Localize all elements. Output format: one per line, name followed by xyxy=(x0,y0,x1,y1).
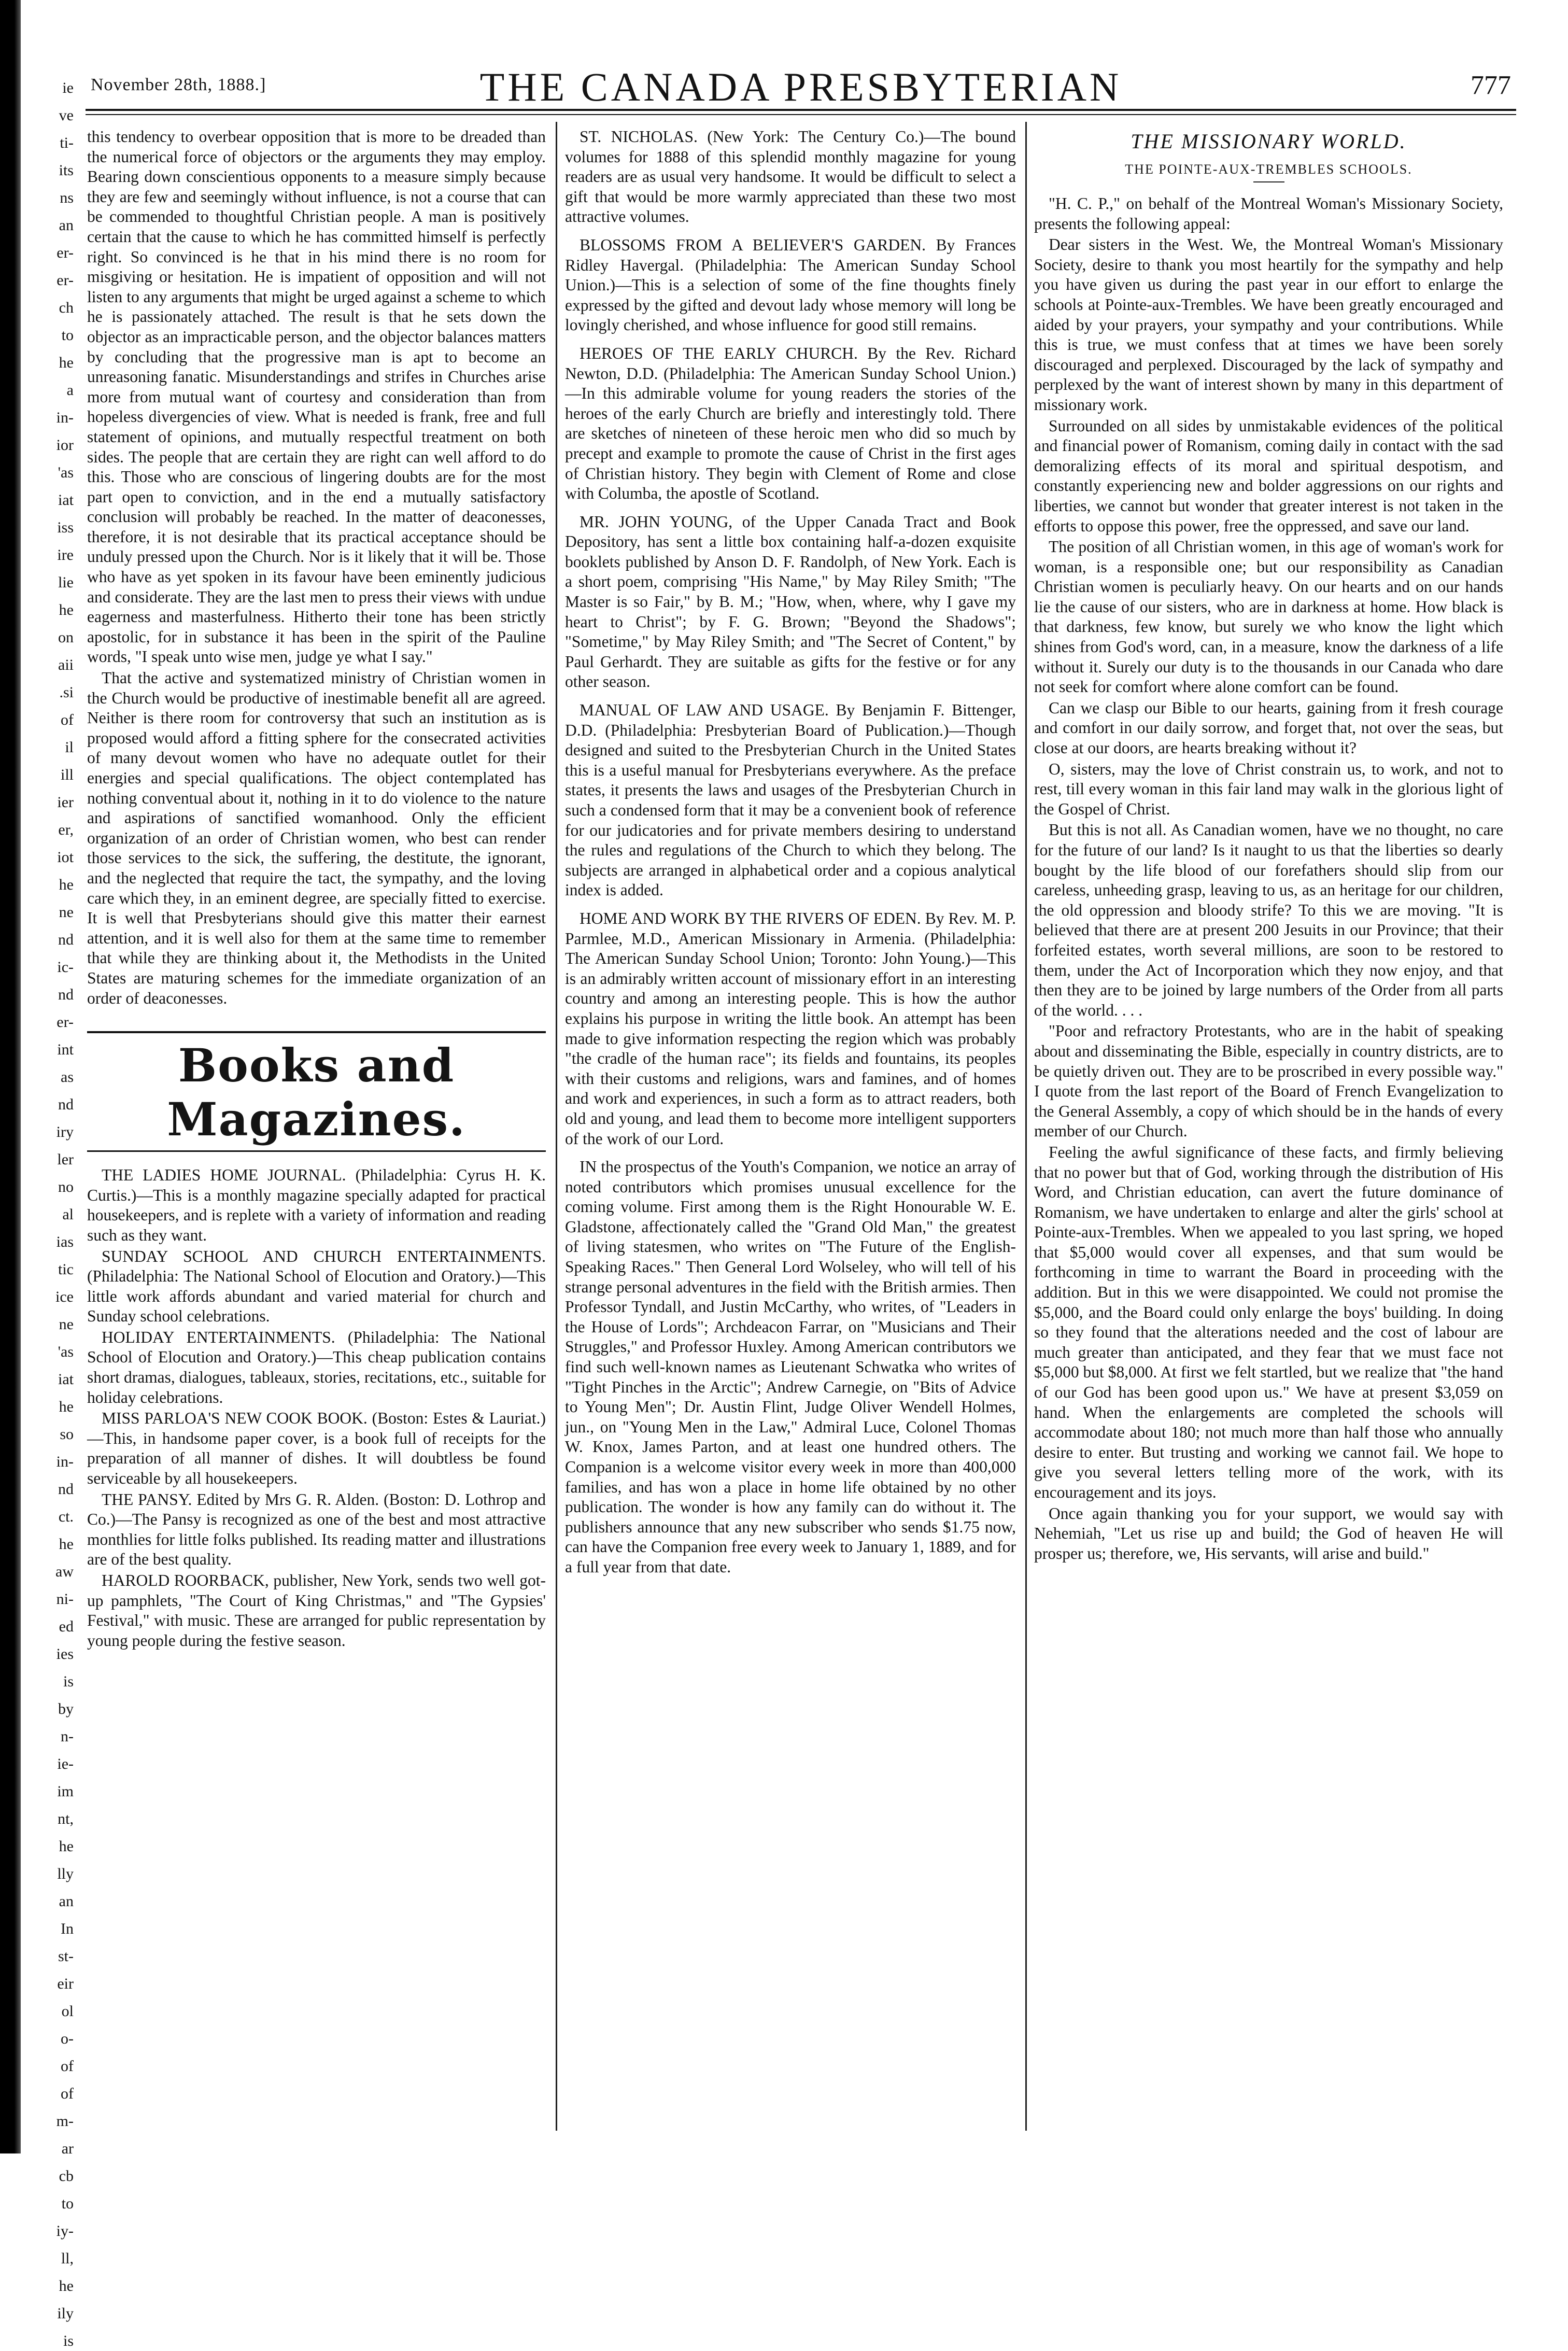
article-paragraph: "H. C. P.," on behalf of the Montreal Woman's Missionary Society, presents the following appeal: xyxy=(1034,194,1503,233)
margin-fragment: tic xyxy=(58,1261,74,1278)
margin-fragment: 'as xyxy=(58,464,74,481)
column-divider xyxy=(556,122,557,2131)
margin-fragment: ne xyxy=(59,904,74,921)
margin-fragment: er, xyxy=(58,821,74,838)
margin-fragment: he xyxy=(59,1838,74,1855)
margin-fragment: nd xyxy=(58,1096,74,1113)
margin-fragment: .si xyxy=(59,684,74,701)
book-notice: HOME AND WORK BY THE RIVERS OF EDEN. By Rev. M. P. Parmlee, M.D., American Missionary in Armenia. (Philadelphia: The American Sunday School Union; Toronto: John Young.)—This is an admirably written account of missionary effort in an interesting country and among an interesting people. This is how the author explains his purpose in writing the little book. An attempt has been made to give information respecting the region which was probably "the cradle of the human race"; its fields and fountains, its peoples with their customs and religions, wars and famines, and of homes and work and experiences, in such a form as to attract readers, both old and young, and lead them to become more intelligent supporters of the work of our Lord. xyxy=(565,909,1016,1148)
column-2 xyxy=(565,127,1016,2133)
book-notice: MANUAL OF LAW AND USAGE. By Benjamin F. Bittenger, D.D. (Philadelphia: Presbyterian Board of Publication.)—Though designed and suited to the Presbyterian Church in the United States this is a useful manual for Presbyterians everywhere. As the preface states, it presents the laws and usages of the Presbyterian Church in such a condensed form that it may be a convenient book of reference for our judicatories and for private members desiring to understand the rules and regulations of the Church to which they belong. The subjects are arranged in alphabetical order and a copious analytical index is added. xyxy=(565,701,1016,899)
page-header xyxy=(86,54,1516,111)
margin-fragment: lly xyxy=(57,1865,74,1882)
article-paragraph: this tendency to overbear opposition that is more to be dreaded than the numerical force of objectors or the arguments they may employ. Bearing down conscientious opponents to a measure simply because they are few and seemingly without influence, is not a course that can be commended to thoughtful Christian people. A man is positively certain that the cause to which he has committed himself is perfectly right. So convinced is he that in his mind there is no room for misgiving or hesitation. He is impatient of opposition and will not listen to any arguments that might be urged against a scheme to which he is passionately attached. The result is that he sets down the objector as an impracticable person, and the objector balances matters by concluding that the progressive man is apt to become an unreasoning fanatic. Misunderstandings and strifes in Churches arise more from mutual want of courtesy and consideration than from hopeless divergencies of view. What is needed is frank, free and full statement of opinions, and mutually respectful treatment on both sides. The people that are certain they are right can well afford to do this. Those who are conscious of lingering doubts are for the most part open to conviction, and in the end a mutually satisfactory conclusion will probably be reached. In the matter of deaconesses, therefore, it is not desirable that its practical acceptance should be unduly pressed upon the Church. Nor is it likely that it will be. Those who have as yet spoken in its favour have been eminently judicious and considerate. They are the last men to press their views with undue eagerness and masterfulness. Hitherto their tone has been strictly apostolic, for in substance it has been in the spirit of the Pauline words, "I speak unto wise men, judge ye what I say." xyxy=(87,128,546,666)
margin-fragment: an xyxy=(59,217,74,234)
book-notice: MR. JOHN YOUNG, of the Upper Canada Tract and Book Depository, has sent a little box containing half-a-dozen exquisite booklets published by Anson D. F. Randolph, of New York. Each is a short poem, comprising "His Name," by May Riley Smith; "The Master is so Fair," by B. M.; "How, when, where, why I gave my heart to Christ"; by F. G. Brown; "Beyond the Shadows"; "Sometime," by May Riley Smith; and "The Secret of Content," by Paul Gerhardt. They are suitable as gifts for the festive or for any other season. xyxy=(565,512,1016,691)
book-notice: HEROES OF THE EARLY CHURCH. By the Rev. Richard Newton, D.D. (Philadelphia: The American Sunday School Union.)—In this admirable volume for young readers the stories of the heroes of the early Church are briefly and interestingly told. There are sketches of nineteen of these heroic men who did so much by precept and example to promote the cause of Christ in the first ages of Christian history. They begin with Clement of Rome and close with Columba, the apostle of Scotland. xyxy=(565,344,1016,503)
margin-fragment: lie xyxy=(58,574,74,591)
margin-fragment: ne xyxy=(59,1316,74,1333)
margin-fragment: ni- xyxy=(56,1590,74,1608)
margin-fragment: ns xyxy=(60,189,74,206)
book-notice: ST. NICHOLAS. (New York: The Century Co.)—The bound volumes for 1888 of this splendid monthly magazine for young readers are as usual very handsome. It would be difficult to select a gift that would be more warmly appreciated than these two most attractive volumes. xyxy=(565,128,1016,226)
section-title: THE MISSIONARY WORLD. xyxy=(1131,130,1407,153)
article-paragraph: The position of all Christian women, in this age of woman's work for woman, is a responsible one; but our responsibility as Canadian Christian women is peculiarly heavy. On our hearts and on our hands lie the cause of our sisters, who are in darkness at home. How black is that darkness, few know, but surely we who know the light which shines from God's word, can, in a measure, know the darkness of a life without it. Surely our duty is to the thousands in our Canada who dare not seek for comfort where alone comfort can be found. xyxy=(1034,538,1503,696)
margin-fragment: ol xyxy=(61,2003,74,2020)
issue-date: November 28th, 1888.] xyxy=(91,75,266,94)
margin-fragment: he xyxy=(59,354,74,371)
book-notice: MISS PARLOA'S NEW COOK BOOK. (Boston: Estes & Lauriat.)—This, in handsome paper cover, is a book full of receipts for the preparation of all manner of dishes. It will doubtless be found serviceable by all housekeepers. xyxy=(87,1409,546,1488)
margin-fragment: nd xyxy=(58,1481,74,1498)
margin-fragment: in- xyxy=(56,409,74,426)
margin-fragment: its xyxy=(59,162,74,179)
margin-fragment: al xyxy=(62,1206,74,1223)
margin-fragment: so xyxy=(60,1426,74,1443)
margin-fragment: il xyxy=(65,739,74,756)
margin-fragment: is xyxy=(63,1673,74,1690)
book-notice: BLOSSOMS FROM A BELIEVER'S GARDEN. By Frances Ridley Havergal. (Philadelphia: The American Sunday School Union.)—This is a selection of some of the fine thoughts finely expressed by the gifted and devout lady whose memory will long be lovingly cherished, and whose influence for good still remains. xyxy=(565,235,1016,334)
margin-fragment: ily xyxy=(57,2305,74,2322)
margin-fragment: er- xyxy=(56,1013,74,1031)
margin-fragment: to xyxy=(61,327,74,344)
margin-fragment: iat xyxy=(58,491,74,509)
binding-edge xyxy=(0,0,21,2153)
margin-fragment: iat xyxy=(58,1371,74,1388)
subtitle-rule xyxy=(1253,181,1284,182)
book-notice: THE LADIES HOME JOURNAL. (Philadelphia: Cyrus H. K. Curtis.)—This is a monthly magazine specially adapted for practical housekeepers, and is replete with a variety of information and reading such as they want. xyxy=(87,1166,546,1244)
book-notice: HOLIDAY ENTERTAINMENTS. (Philadelphia: The National School of Elocution and Oratory.)—This cheap publication contains short dramas, dialogues, tableaux, stories, recitations, etc., suitable for holiday celebrations. xyxy=(87,1328,546,1406)
column-divider xyxy=(1025,122,1027,2131)
margin-fragment: to xyxy=(61,2195,74,2212)
margin-fragment: 'as xyxy=(58,1343,74,1360)
section-subtitle: THE POINTE-AUX-TREMBLES SCHOOLS. xyxy=(1125,162,1412,177)
margin-fragment: is xyxy=(63,2332,74,2349)
margin-fragment: ed xyxy=(59,1618,74,1635)
header-rule-thin xyxy=(86,114,1516,115)
margin-fragment: as xyxy=(61,1068,74,1086)
margin-fragment: n- xyxy=(61,1728,74,1745)
book-notice: THE PANSY. Edited by Mrs G. R. Alden. (Boston: D. Lothrop and Co.)—The Pansy is recognized as one of the best and most attractive monthlies for little folks published. Its reading matter and illustrations are of the best quality. xyxy=(87,1490,546,1569)
margin-fragment: of xyxy=(61,711,74,728)
margin-fragment: he xyxy=(59,1398,74,1415)
margin-fragment: ill xyxy=(60,766,74,783)
article-paragraph: O, sisters, may the love of Christ constrain us, to work, and not to rest, till every woman in this fair land may walk in the glorious light of the Gospel of Christ. xyxy=(1034,759,1503,818)
article-paragraph: But this is not all. As Canadian women, have we no thought, no care for the future of our land? Is it naught to us that the liberties so dearly bought by the life blood of our forefathers should slip from our careless, unheeding grasp, leaving to us, as an heritage for our children, the old oppression and bloody strife? To this we are moving. "It is believed that there are at present 200 Jesuits in our Province; that their forfeited estates, worth several millions, are soon to be restored to them, under the Act of Incorporation which they now enjoy, and that then they are to be joined by large numbers of the Order from all parts of the world. . . . xyxy=(1034,821,1503,1019)
margin-fragment: by xyxy=(58,1700,74,1718)
margin-fragment: ias xyxy=(56,1233,74,1250)
column-3 xyxy=(1034,127,1503,2133)
margin-fragment: nt, xyxy=(58,1810,74,1827)
margin-fragment: ire xyxy=(57,546,74,564)
article-paragraph: Feeling the awful significance of these facts, and firmly believing that no power but that of God, working through the distribution of His Word, and Christian education, can avert the future dominance of Romanism, we have undertaken to enlarge and alter the girls' school at Pointe-aux-Trembles. When we appealed to you last spring, we hoped that $5,000 would cover all expenses, and that sum would be forthcoming in time to warrant the Board in proceeding with the addition. But in this we were disappointed. We could not promise the $5,000, and the Board could only enlarge the boys' building. In doing so they found that the alterations needed and the cost of labour are much greater than anticipated, and they fear that we must face not $5,000 but $8,000. At first we felt startled, but we realize that "the hand of our God has been good upon us." We have at present $3,059 on hand. When the enlargements are completed the schools will accommodate about 180; not much more than half those who annually desire to enter. But trusting and working we cannot fail. We hope to give you several letters telling more of the work, with its encouragement and its joys. xyxy=(1034,1143,1503,1501)
adjacent-page-margin-fragments xyxy=(21,78,78,2349)
margin-fragment: in- xyxy=(56,1453,74,1470)
margin-fragment: an xyxy=(59,1893,74,1910)
column-1 xyxy=(87,127,546,2133)
margin-fragment: ar xyxy=(61,2140,74,2157)
margin-fragment: ice xyxy=(55,1288,74,1305)
margin-fragment: ve xyxy=(59,107,74,124)
section-heading: Books and Magazines. xyxy=(167,1038,466,1147)
book-notice: SUNDAY SCHOOL AND CHURCH ENTERTAINMENTS. (Philadelphia: The National School of Elocution and Oratory.)—This little work affords abundant and varied material for church and Sunday school celebrations. xyxy=(87,1247,546,1326)
margin-fragment: er- xyxy=(56,272,74,289)
margin-fragment: aw xyxy=(55,1563,74,1580)
margin-fragment: ct. xyxy=(58,1508,74,1525)
section-heading-box xyxy=(87,1031,546,1152)
margin-fragment: In xyxy=(61,1920,74,1937)
margin-fragment: er- xyxy=(56,244,74,261)
margin-fragment: ier xyxy=(57,794,74,811)
margin-fragment: int xyxy=(57,1041,74,1058)
header-rule xyxy=(86,109,1516,111)
margin-fragment: iry xyxy=(56,1123,74,1141)
margin-fragment: ie- xyxy=(57,1755,74,1772)
margin-fragment: st- xyxy=(58,1948,74,1965)
book-notice: IN the prospectus of the Youth's Companion, we notice an array of noted contributors which promises unusual excellence for the coming volume. First among them is the Right Honourable W. E. Gladstone, affectionately called the "Grand Old Man," the greatest of living statesmen, who writes on "The Future of the English-Speaking Races." Then General Lord Wolseley, who will tell of his strange personal adventures in the field with the British armies. Then Professor Tyndall, and Justin McCarthy, who writes, of "Leaders in the House of Lords"; Archdeacon Farrar, on "Musicians and Their Struggles," and Professor Huxley. Among American contributors we find such well-known names as Lieutenant Schwatka who writes of "Tight Pinches in the Arctic"; Andrew Carnegie, on "Bits of Advice to Young Men"; Dr. Austin Flint, Judge Oliver Wendell Holmes, jun., on "Young Men in the Law," Admiral Luce, Colonel Thomas W. Knox, James Parton, and at least one hundred others. The Companion is a welcome visitor every week in more than 400,000 families, and has won a place in home life obtained by no other publication. The wonder is how any family can do without it. The publishers announce that any new subscriber who sends $1.75 now, can have the Companion free every week to January 1, 1889, and for a full year from that date. xyxy=(565,1158,1016,1576)
margin-fragment: no xyxy=(58,1178,74,1195)
margin-fragment: he xyxy=(59,601,74,618)
margin-fragment: iss xyxy=(57,519,74,536)
margin-fragment: im xyxy=(57,1783,74,1800)
article-paragraph: "Poor and refractory Protestants, who are in the habit of speaking about and disseminating the Bible, especially in country districts, are to be quietly driven out. They are to be proscribed in every possible way." I quote from the last report of the Board of French Evangelization to the General Assembly, a copy of which should be in the hands of every member of our Church. xyxy=(1034,1022,1503,1141)
margin-fragment: ic- xyxy=(57,959,74,976)
margin-fragment: ior xyxy=(56,437,74,454)
margin-fragment: cb xyxy=(59,2167,74,2185)
book-notice: HAROLD ROORBACK, publisher, New York, sends two well got-up pamphlets, "The Court of King Christmas," and "The Gypsies' Festival," with music. These are arranged for public representation by young people during the festive season. xyxy=(87,1571,546,1650)
margin-fragment: a xyxy=(66,382,74,399)
newspaper-title: THE CANADA PRESBYTERIAN xyxy=(479,64,1122,109)
margin-fragment: ti- xyxy=(60,134,74,151)
margin-fragment: ler xyxy=(57,1151,74,1168)
margin-fragment: ch xyxy=(59,299,74,316)
margin-fragment: he xyxy=(59,1536,74,1553)
margin-fragment: iy- xyxy=(56,2222,74,2240)
article-paragraph: Can we clasp our Bible to our hearts, gaining from it fresh courage and comfort in our daily sorrow, and forget that, not over the seas, but close at our doors, are hearts breaking without it? xyxy=(1034,698,1503,757)
margin-fragment: nd xyxy=(58,986,74,1003)
margin-fragment: ie xyxy=(62,79,74,96)
article-paragraph: Dear sisters in the West. We, the Montreal Woman's Missionary Society, desire to thank you most heartily for the sympathy and help you have given us during the past year in our effort to enlarge the schools at Pointe-aux-Trembles. We have been greatly encouraged and aided by your prayers, your sympathy and your contributions. While this is true, we must confess that at times we have been sorely discouraged and perplexed. Discouraged by the lack of sympathy and perplexed by the want of interest shown by many in this department of missionary work. xyxy=(1034,235,1503,414)
margin-fragment: ies xyxy=(56,1645,74,1663)
margin-fragment: iot xyxy=(57,849,74,866)
margin-fragment: he xyxy=(59,2277,74,2294)
margin-fragment: o- xyxy=(61,2030,74,2047)
article-paragraph: Once again thanking you for your support, we would say with Nehemiah, "Let us rise up and build; the God of heaven He will prosper us; therefore, we, His servants, will arise and build." xyxy=(1034,1504,1503,1562)
margin-fragment: on xyxy=(58,629,74,646)
margin-fragment: aii xyxy=(58,656,74,673)
margin-fragment: he xyxy=(59,876,74,893)
margin-fragment: nd xyxy=(58,931,74,948)
margin-fragment: m- xyxy=(56,2113,74,2130)
margin-fragment: of xyxy=(61,2058,74,2075)
article-paragraph: Surrounded on all sides by unmistakable evidences of the political and financial power of Romanism, coming daily in contact with the sad demoralizing effects of its moral and spiritual despotism, and constantly experiencing new and bolder aggressions on our rights and liberties, we cannot but wonder that greater interest is not taken in the efforts to oppose this power, free the oppressed, and save our land. xyxy=(1034,416,1503,535)
article-paragraph: That the active and systematized ministry of Christian women in the Church would be productive of inestimable benefit all are agreed. Neither is there room for controversy that such an institution as is proposed would afford a fitting sphere for the consecrated activities of many devout women who have no adequate outlet for their energies and special qualifications. The object contemplated has nothing conventual about it, nothing in it to do violence to the nature and aspirations of sanctified womanhood. Only the efficient organization of an order of Christian women, who best can render those services to the sick, the suffering, the destitute, the ignorant, and the neglected that require the tact, the sympathy, and the loving care which they, in an eminent degree, are specially fitted to exercise. It is well that Presbyterians should give this matter their earnest attention, and it is well also for them at the same time to remember that while they are thinking about it, the Methodists in the United States are maturing schemes for the immediate organization of an order of deaconesses. xyxy=(87,669,546,1007)
page-number: 777 xyxy=(1471,71,1511,100)
margin-fragment: ll, xyxy=(61,2250,74,2267)
margin-fragment: eir xyxy=(57,1975,74,1992)
margin-fragment: of xyxy=(61,2085,74,2102)
